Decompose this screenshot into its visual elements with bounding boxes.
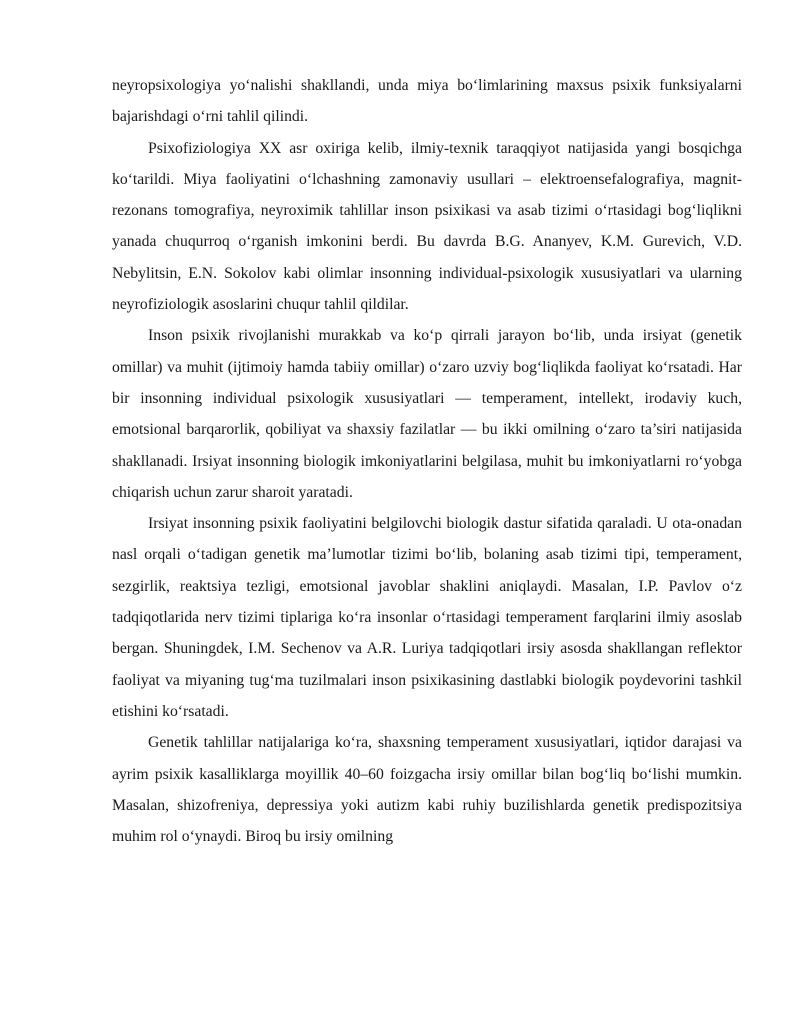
document-page	[112, 70, 742, 852]
paragraph-continued: neyropsixologiya yo‘nalishi shakllandi, unda miya bo‘limlarining maxsus psixik funksiyalarni bajarishdagi o‘rni tahlil qilindi.	[112, 77, 742, 126]
paragraph-heredity-program: Irsiyat insonning psixik faoliyatini belgilovchi biologik dastur sifatida qaraladi. U ota-onadan nasl orqali o‘tadigan genetik ma’lumotlar tizimi bo‘lib, bolaning asab tizimi tipi, temperament, sezgirlik, reaktsiya tezligi, emotsional javoblar shaklini aniqlaydi. Masalan, I.P. Pavlov o‘z tadqiqotlarida nerv tizimi tiplariga ko‘ra insonlar o‘rtasidagi temperament farqlarini ilmiy asoslab bergan. Shuningdek, I.M. Sechenov va A.R. Luriya tadqiqotlari irsiy asosda shakllangan reflektor faoliyat va miyaning tug‘ma tuzilmalari inson psixikasining dastlabki biologik poydevorini tashkil etishini ko‘rsatadi.	[112, 515, 742, 720]
paragraph-genetic-analysis: Genetik tahlillar natijalariga ko‘ra, shaxsning temperament xususiyatlari, iqtidor darajasi va ayrim psixik kasalliklarga moyillik 40–60 foizgacha irsiy omillar bilan bog‘liq bo‘lishi mumkin. Masalan, shizofreniya, depressiya yoki autizm kabi ruhiy buzilishlarda genetik predispozitsiya muhim rol o‘ynaydi. Biroq bu irsiy omilning	[112, 734, 742, 846]
paragraph-heredity-environment: Inson psixik rivojlanishi murakkab va ko‘p qirrali jarayon bo‘lib, unda irsiyat (genetik omillar) va muhit (ijtimoiy hamda tabiiy omillar) o‘zaro uzviy bog‘liqlikda faoliyat ko‘rsatadi. Har bir insonning individual psixologik xususiyatlari — temperament, intellekt, irodaviy kuch, emotsional barqarorlik, qobiliyat va shaxsiy fazilatlar — bu ikki omilning o‘zaro ta’siri natijasida shakllanadi. Irsiyat insonning biologik imkoniyatlarini belgilasa, muhit bu imkoniyatlarni ro‘yobga chiqarish uchun zarur sharoit yaratadi.	[112, 327, 742, 501]
paragraph-psychophysiology: Psixofiziologiya XX asr oxiriga kelib, ilmiy-texnik taraqqiyot natijasida yangi bosqichga ko‘tarildi. Miya faoliyatini o‘lchashning zamonaviy usullari – elektroensefalografiya, magnit-rezonans tomografiya, neyroximik tahlillar inson psixikasi va asab tizimi o‘rtasidagi bog‘liqlikni yanada chuqurroq o‘rganish imkonini berdi. Bu davrda B.G. Ananyev, K.M. Gurevich, V.D. Nebylitsin, E.N. Sokolov kabi olimlar insonning individual-psixologik xususiyatlari va ularning neyrofiziologik asoslarini chuqur tahlil qildilar.	[112, 139, 742, 314]
